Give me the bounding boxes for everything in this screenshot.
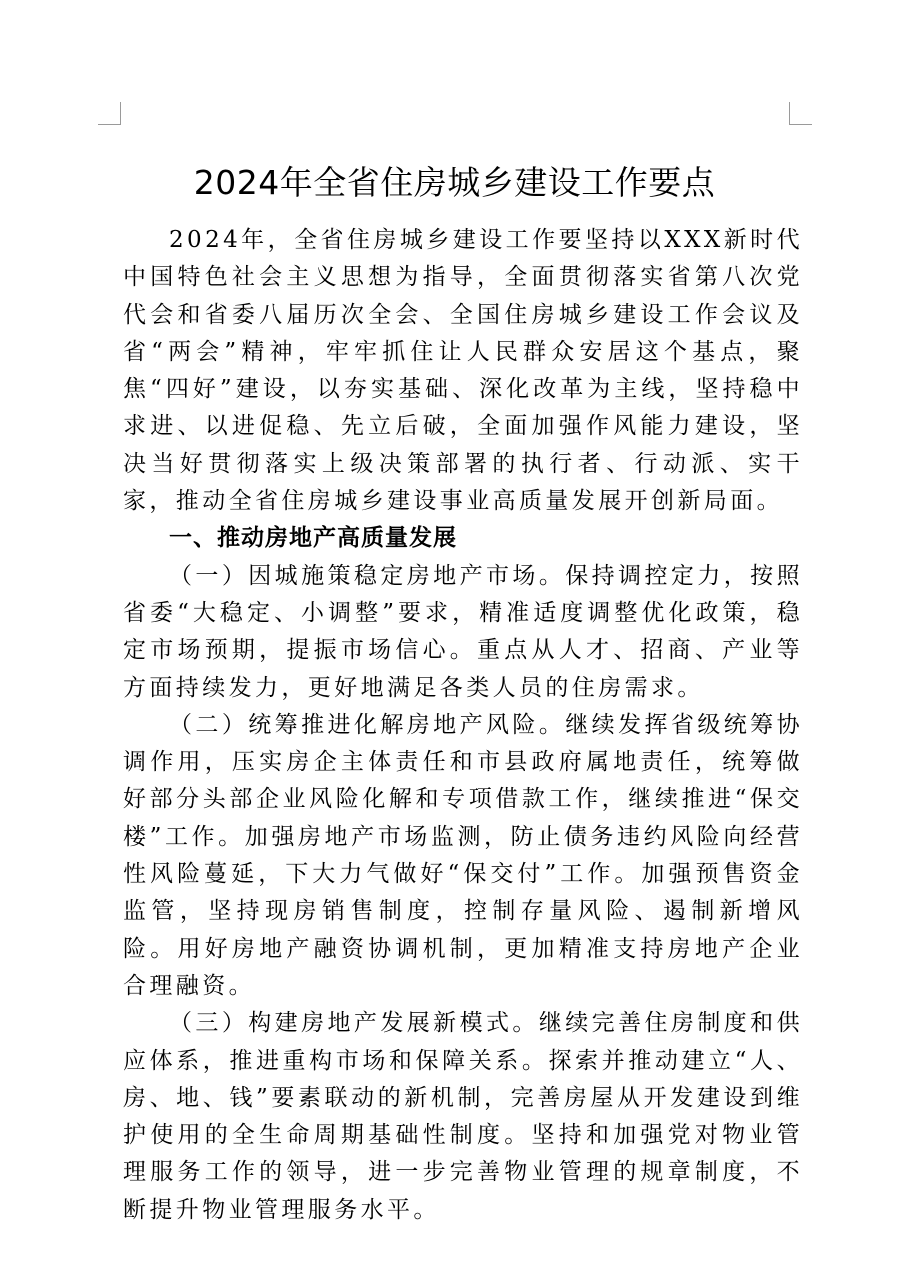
item-body-2: 继续发挥省级统筹协调作用，压实房企主体责任和市县政府属地责任，统筹做好部分头部企业风险化解和专项借款工作，继续推进“保交楼”工作。加强房地产市场监测，防止债务违约风险向经营性风险蔓延，下大力气做好“保交付”工作。加强预售资金监管，坚持现房销售制度，控制存量风险、遏制新增风险。用好房地产融资协调机制，更加精准支持房地产企业合理融资。 (123, 711, 804, 999)
item-body-1: 保持调控定力，按照省委“大稳定、小调整”要求，精准适度调整优化政策，稳定市场预期，提振市场信心。重点从人才、招商、产业等方面持续发力，更好地满足各类人员的住房需求。 (123, 562, 804, 701)
item-lead-1: （一）因城施策稳定房地产市场。 (169, 562, 566, 589)
item-body-3: 继续完善住房制度和供应体系，推进重构市场和保障关系。探索并推动建立“人、房、地、钱”要素联动的新机制，完善房屋从开发建设到维护使用的全生命周期基础性制度。坚持和加强党对物业管理服务工作的领导，进一步完善物业管理的规章制度，不断提升物业管理服务水平。 (123, 1010, 803, 1223)
item-lead-3: （三）构建房地产发展新模式。 (169, 1010, 539, 1037)
item-lead-2: （二）统筹推进化解房地产风险。 (169, 711, 566, 738)
item-paragraph-2 (123, 707, 803, 1005)
document-body (123, 222, 803, 1229)
crop-mark-top-left (98, 102, 121, 125)
item-paragraph-3 (123, 1005, 803, 1229)
crop-mark-top-right (789, 102, 812, 125)
item-paragraph-1 (123, 558, 803, 707)
section-heading-1: 一、推动房地产高质量发展 (169, 525, 457, 552)
intro-paragraph: 2024年，全省住房城乡建设工作要坚持以XXX新时代中国特色社会主义思想为指导，全面贯彻落实省第八次党代会和省委八届历次全会、全国住房城乡建设工作会议及省“两会”精神，牢牢抓住让人民群众安居这个基点，聚焦“四好”建设，以夯实基础、深化改革为主线，坚持稳中求进、以进促稳、先立后破，全面加强作风能力建设，坚决当好贯彻落实上级决策部署的执行者、行动派、实干家，推动全省住房城乡建设事业高质量发展开创新局面。 (123, 227, 803, 515)
document-title: 2024年全省住房城乡建设工作要点 (193, 163, 716, 202)
